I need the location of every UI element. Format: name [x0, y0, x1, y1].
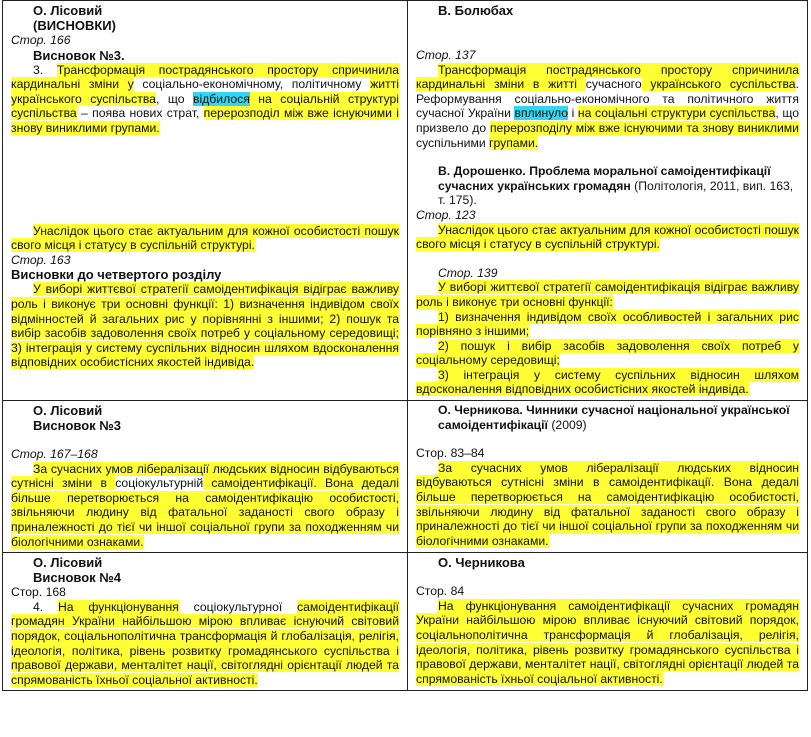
source-details: (Політологія, 2011, вип. 163, т. 175). — [438, 178, 794, 208]
plain-text: , що — [155, 91, 193, 106]
highlighted-text: перерозподілу між вже існуючими та знову виниклими — [489, 120, 799, 135]
highlighted-text: на соціальній структурі суспільства — [11, 91, 400, 121]
paragraph — [11, 462, 399, 550]
paragraph — [11, 282, 399, 370]
plain-text: . Реформування соціально-економічного та політичного життя сучасної України — [416, 77, 799, 121]
highlighted-text: групами. — [489, 135, 539, 150]
highlighted-text: Унаслідок цього стає актуальним для кожної особистості пошук свого місця і статусу в суспільній структурі. — [416, 222, 799, 252]
work-heading: Висновок №4 — [33, 570, 122, 586]
highlighted-text: Унаслідок цього стає актуальним для кожної особистості пошук свого місця і статусу в суспільній структурі. — [11, 223, 399, 253]
page-reference: Стор. 139 — [438, 265, 498, 280]
left-cell-row3 — [3, 553, 408, 691]
paragraph — [416, 599, 799, 687]
highlighted-text: У виборі життєвої стратегії самоідентифікація відіграє важливу роль і виконує три основні функції: — [416, 280, 799, 309]
highlighted-text: За сучасних умов лібералізації людських відносин відбуваються сутнісні зміни в — [11, 461, 399, 491]
plain-text: суспільними — [416, 135, 490, 150]
highlighted-text: самоідентифікації. Вона дедалі більше перетворюється на самоідентифікацію особистості, звільняючи людину від фатальної заданості свого образу і приналежності до тієї чи іншої соціальної групи за походженням чи біологічними ознаками. — [11, 476, 399, 549]
conclusion-title: Висновок №3. — [33, 47, 125, 63]
right-cell-row3 — [408, 553, 808, 691]
page-reference: Стор. 168 — [11, 585, 66, 600]
page-reference: Стор. 123 — [416, 207, 476, 222]
author-heading: О. Лісовий — [33, 555, 103, 571]
author-heading: О. Черникова — [438, 555, 525, 571]
source-reference — [416, 164, 799, 208]
author-heading: О. Лісовий — [33, 3, 103, 18]
right-cell-row1 — [408, 1, 808, 401]
table-row — [3, 553, 808, 691]
right-cell-row2 — [408, 401, 808, 553]
list-item — [416, 310, 799, 339]
highlighted-text: самоідентифікації громадян України найбільшою мірою впливає існуючий світовий порядок, соціальнополітична трансформація й глобалізація, релігія, ідеологія, політика, рівень розвитку громадянського суспільства і правової держави, менталітет нації, світоглядні орієнтації людей та спрямованість їхньої соціальної активності. — [11, 599, 399, 687]
highlighted-text: перерозподіл між вже існуючими і знову виниклими групами. — [11, 106, 399, 135]
author-heading: В. Болюбах — [438, 3, 514, 18]
highlighted-text: За сучасних умов лібералізації людських відносин відбуваються сутнісні зміни в самоідентифікації. Вона дедалі більше перетворюється на самоідентифікацію особистості, звільняючи людину від фатальної заданості свого образу і приналежності до тієї чи іншої соціальної групи за походженням чи біологічними ознаками. — [416, 460, 799, 548]
cyan-highlighted-text: відбилося — [193, 91, 250, 106]
plain-text: – поява нових страт, — [76, 106, 204, 121]
highlighted-text: житті українського суспільства — [11, 77, 399, 106]
author-heading: О. Лісовий — [33, 403, 103, 419]
paragraph — [11, 224, 399, 253]
plain-text: соціокультурної — [178, 599, 298, 614]
source-title: О. Черникова. Чинники сучасної національної української самоідентифікації — [438, 403, 790, 432]
highlighted-text: На функціонування самоідентифікації сучасних громадян України найбільшою мірою впливає існуючий світовий порядок, соціальнополітична трансформація й глобалізація, релігія, ідеологія, політика, рівень розвитку громадянського суспільства і правової держави, менталітет нації, світоглядні орієнтації людей та спрямованість їхньої соціальної активності. — [416, 598, 799, 686]
paragraph — [416, 223, 799, 252]
highlighted-text: Трансформація пострадянського простору спричинила кардинальні зміни в житті — [416, 62, 799, 92]
source-details: (2009) — [547, 417, 587, 432]
cyan-highlighted-text: вплинуло — [514, 106, 569, 121]
page-reference: Стор. 167–168 — [11, 447, 98, 462]
work-heading: (ВИСНОВКИ) — [33, 18, 116, 33]
work-heading: Висновок №3 — [33, 418, 122, 434]
section-title: Висновки до четвертого розділу — [11, 267, 222, 283]
highlighted-text: Трансформація пострадянського простору спричинила кардинальні зміни у — [11, 62, 399, 92]
page-reference: Стор. 83–84 — [416, 446, 485, 461]
table-row — [3, 1, 808, 401]
list-number: 3. — [33, 62, 57, 77]
page-reference: Стор. 163 — [11, 252, 71, 267]
list-number: 4. — [33, 599, 58, 614]
plain-text: сучасного — [585, 77, 642, 92]
plain-text: соціально-економічному, політичному — [133, 77, 371, 92]
left-cell-row1 — [3, 1, 408, 401]
highlighted-text: На функціонування — [57, 599, 179, 614]
highlighted-text: 1) визначення індивідом своїх особливостей і загальних рис порівняно з іншими; — [416, 309, 799, 339]
comparison-table — [2, 0, 808, 691]
source-reference — [416, 403, 799, 432]
table-row — [3, 401, 808, 553]
paragraph — [11, 63, 399, 136]
page-reference: Стор. 137 — [416, 48, 476, 62]
paragraph — [11, 600, 399, 688]
highlighted-text: 3) інтеграція у систему суспільних відносин шляхом вдосконалення відповідних особистісних якостей індивіда. — [416, 367, 799, 397]
list-item — [416, 368, 799, 397]
list-item — [416, 339, 799, 368]
highlighted-text: на соціальні структури суспільства — [577, 106, 776, 121]
paragraph — [416, 280, 799, 309]
plain-text: , що призвело до — [416, 106, 799, 135]
paragraph — [416, 63, 799, 151]
plain-text: соціокультурній — [115, 476, 204, 491]
plain-text: і — [568, 106, 578, 121]
highlighted-text: українського суспільства — [641, 77, 796, 92]
page-reference: Стор. 84 — [416, 584, 465, 599]
paragraph — [416, 461, 799, 549]
source-title: В. Дорошенко. Проблема моральної самоідентифікації сучасних українських громадян — [438, 164, 771, 193]
left-cell-row2 — [3, 401, 408, 553]
highlighted-text: 2) пошук і вибір засобів задоволення своїх потреб у соціальному середовищі; — [416, 338, 799, 368]
page-reference: Стор. 166 — [11, 33, 71, 47]
highlighted-text: У виборі життєвої стратегії самоідентифікація відіграє важливу роль і виконує три основні функції: 1) визначення індивідом своїх відмінностей й загальних рис у порівнянні з іншими; 2) пошук та вибір засобів задоволення своїх потреб у соціальному середовищі; 3) інтеграція у систему суспільних відносин шляхом вдосконалення відповідних особистісних якостей індивіда. — [11, 282, 399, 370]
